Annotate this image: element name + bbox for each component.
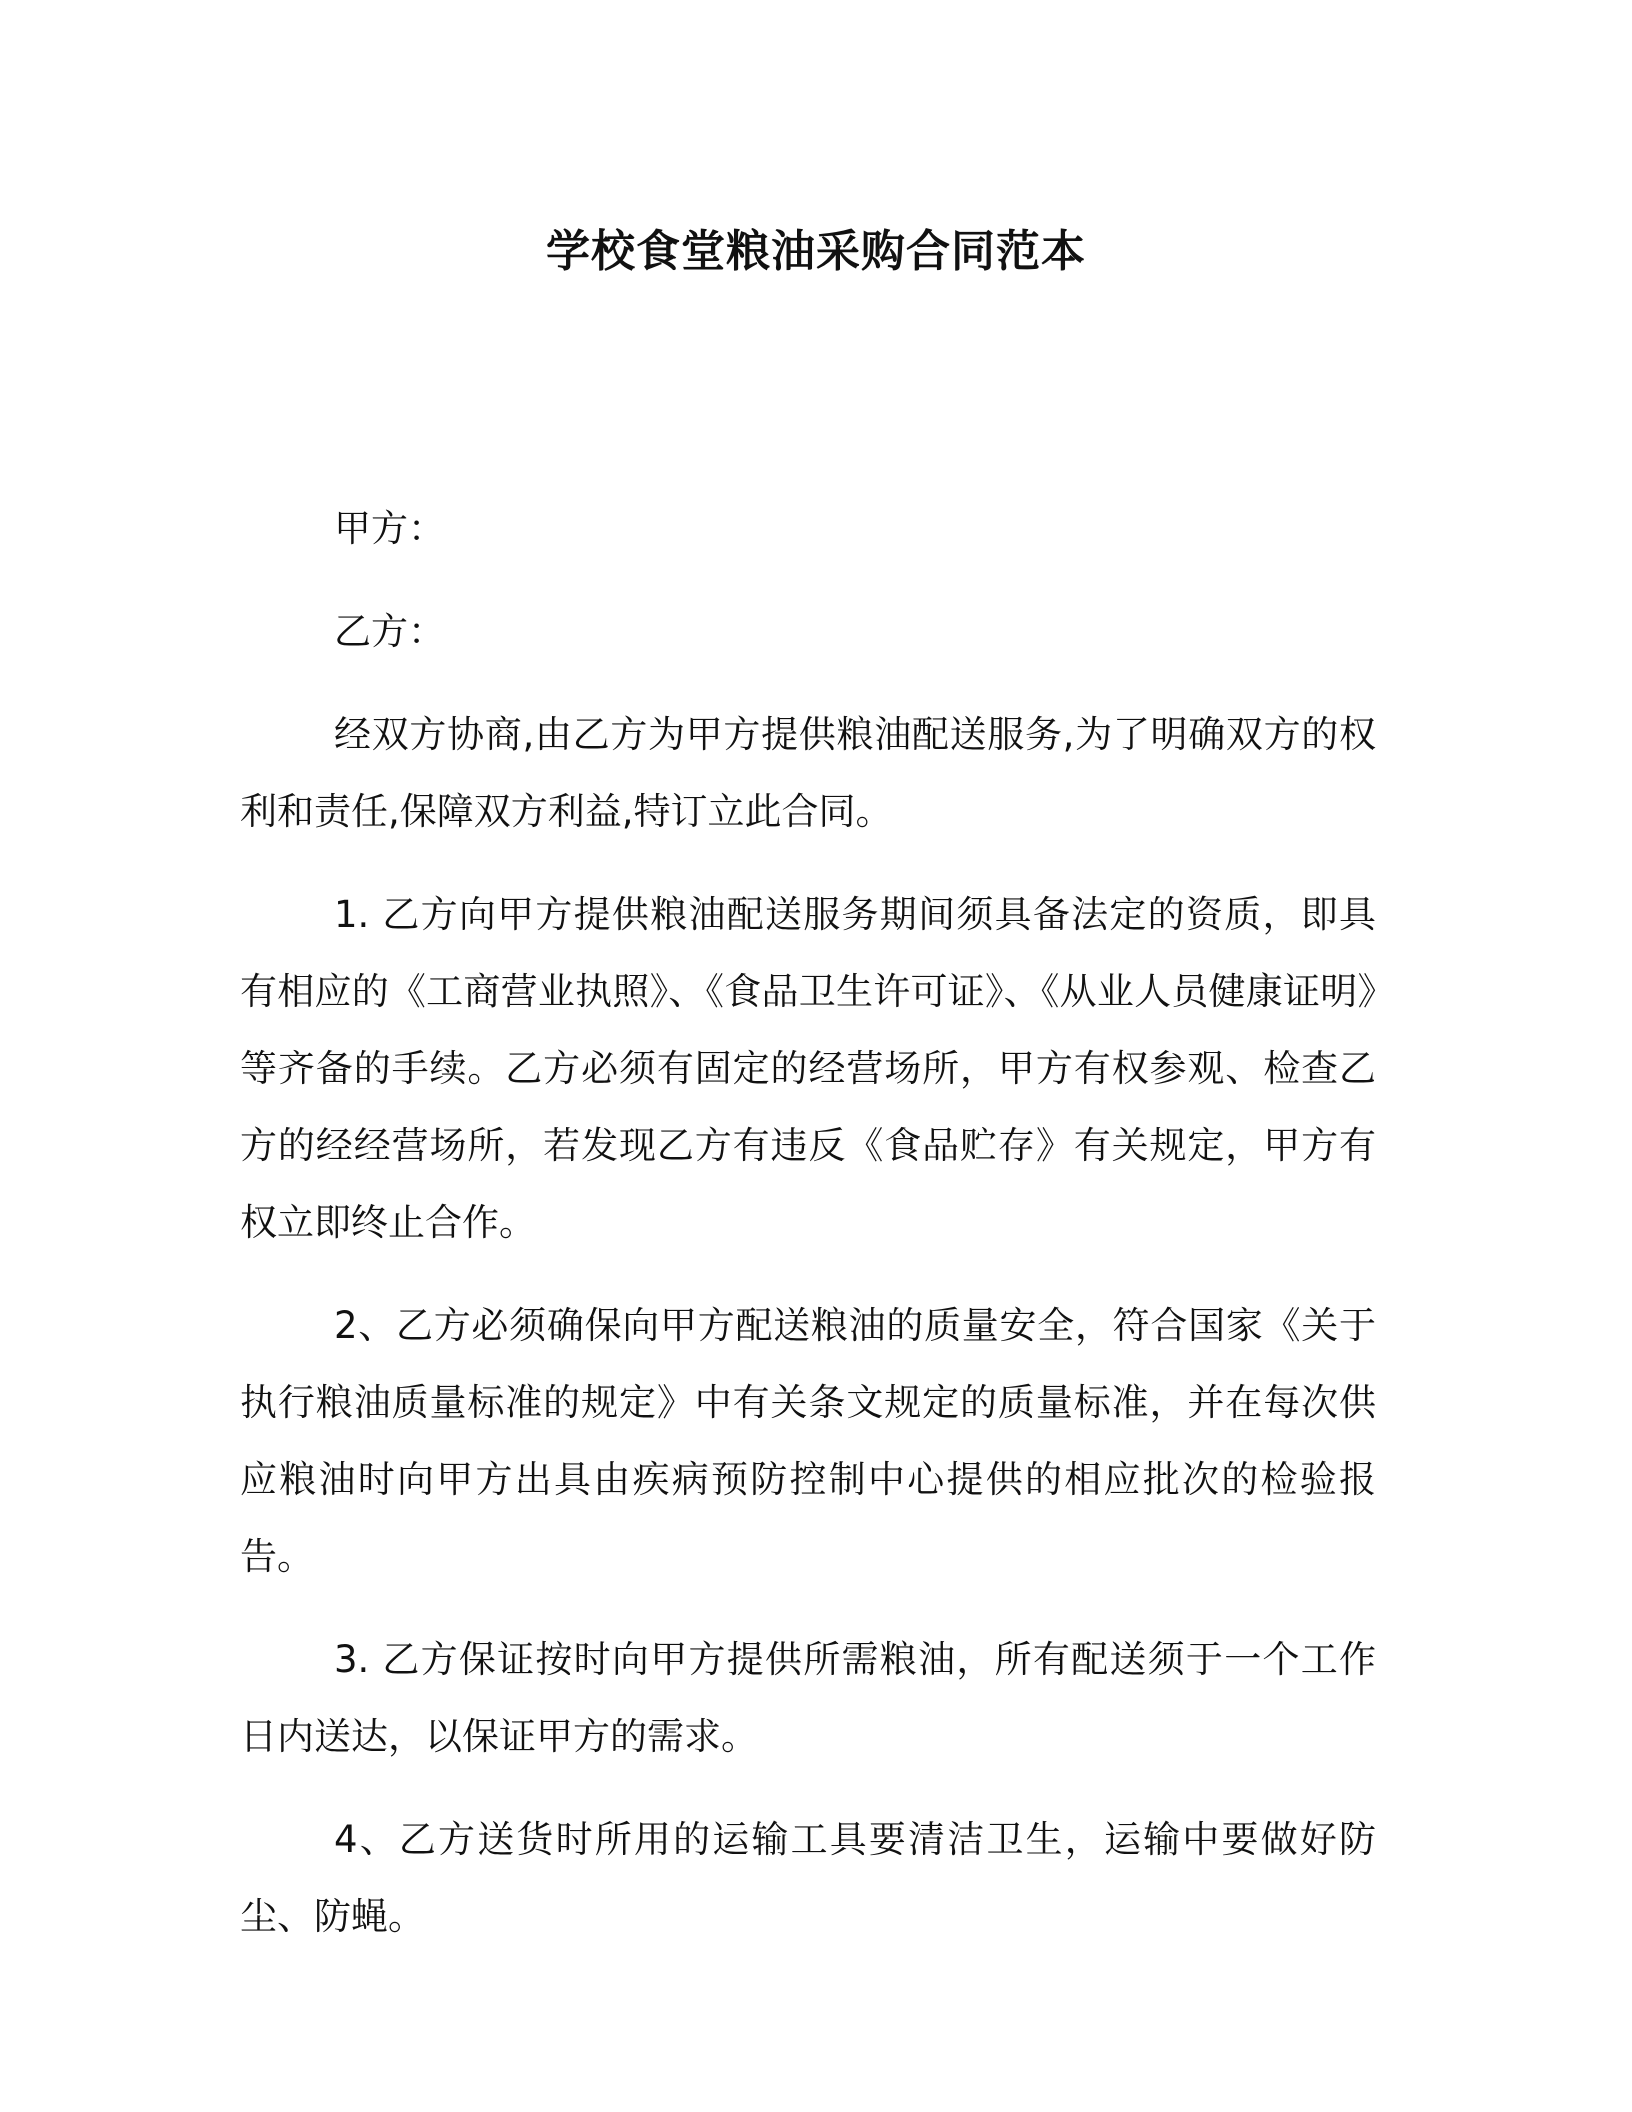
party-b-label: 乙方： [334, 610, 445, 653]
document-title: 学校食堂粮油采购合同范本 [546, 226, 1086, 277]
party-a-label: 甲方： [334, 507, 445, 550]
clause-4-paragraph: 4、乙方送货时所用的运输工具要清洁卫生，运输中要做好防尘、防蝇。 [240, 1818, 1376, 1938]
clause-2-paragraph: 2、乙方必须确保向甲方配送粮油的质量安全，符合国家《关于执行粮油质量标准的规定》中有关条文规定的质量标准，并在每次供应粮油时向甲方出具由疾病预防控制中心提供的相应批次的检验报告。 [240, 1304, 1376, 1578]
document-body [240, 490, 1376, 1981]
clause-3-paragraph: 3. 乙方保证按时向甲方提供所需粮油，所有配送须于一个工作日内送达，以保证甲方的需求。 [240, 1638, 1376, 1758]
intro-paragraph: 经双方协商,由乙方为甲方提供粮油配送服务,为了明确双方的权利和责任,保障双方利益,特订立此合同。 [240, 713, 1376, 833]
clause-1-paragraph: 1. 乙方向甲方提供粮油配送服务期间须具备法定的资质，即具有相应的《工商营业执照》、《食品卫生许可证》、《从业人员健康证明》等齐备的手续。乙方必须有固定的经营场所，甲方有权参观、检查乙方的经经营场所，若发现乙方有违反《食品贮存》有关规定，甲方有权立即终止合作。 [240, 893, 1376, 1244]
